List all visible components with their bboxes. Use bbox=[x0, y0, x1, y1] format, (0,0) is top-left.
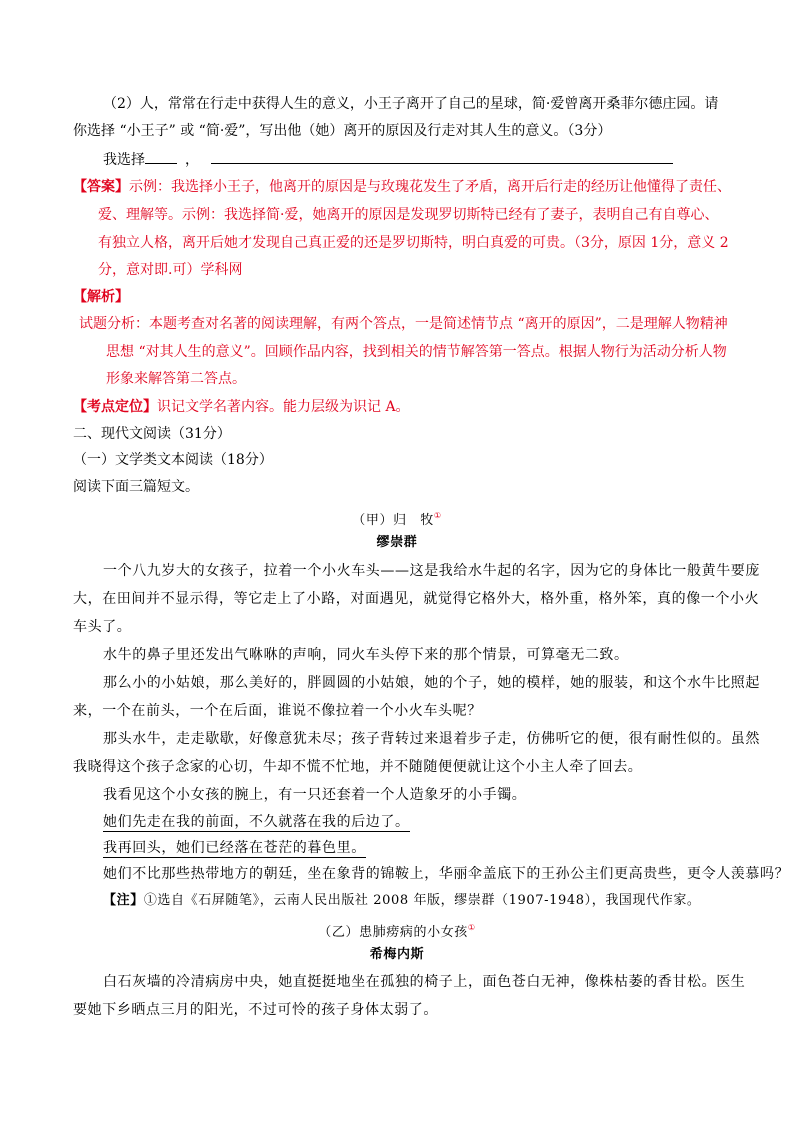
kaodian-line bbox=[73, 397, 410, 417]
passage-a-p2: 水牛的鼻子里还发出气咻咻的声响，同火车头停下来的那个情景，可算毫无二致。 bbox=[103, 647, 629, 663]
answer-line-1 bbox=[73, 177, 731, 197]
passage-b-title-text: （乙）患肺痨病的小女孩 bbox=[318, 925, 468, 940]
passage-a-p6 bbox=[103, 812, 410, 832]
answer-line-4: 分，意对即.可）学科网 bbox=[98, 262, 243, 278]
passage-a-p3-line-1: 那么小的小姑娘，那么美好的，胖圆圆的小姑娘，她的个子，她的模样，她的服装，和这个水牛比照起 bbox=[103, 675, 760, 691]
analysis-line-2: 思想 “对其人生的意义”。回顾作品内容，找到相关的情节解答第一答点。根据人物行为活动分析人物 bbox=[106, 344, 727, 360]
subsection-heading: （一）文学类文本阅读（18分） bbox=[73, 452, 273, 468]
passage-a-title-text: （甲）归 牧 bbox=[352, 513, 434, 528]
passage-b-footnote-marker: ① bbox=[467, 923, 476, 932]
passage-a-p3-line-2: 来，一个在前头，一个在后面，谁说不像拉着一个小火车头呢？ bbox=[73, 703, 482, 719]
choose-label: 我选择 bbox=[103, 152, 145, 168]
passage-a-p4-line-1: 那头水牛，走走歇歇，好像意犹未尽；孩子背转过来退着步子走，仿佛听它的便，很有耐性似的。虽然 bbox=[103, 731, 760, 747]
passage-a-p5: 我看见这个小女孩的腕上，有一只还套着一个人造象牙的小手镯。 bbox=[103, 787, 527, 803]
passage-a-p1-line-1: 一个八九岁大的女孩子，拉着一个小火车头——这是我给水牛起的名字，因为它的身体比一般黄牛要庞 bbox=[103, 563, 760, 579]
kaodian-tag: 【考点定位】 bbox=[73, 399, 157, 415]
answer-line-2: 爱、理解等。示例：我选择简·爱，她离开的原因是发现罗切斯特已经有了妻子，表明自己有自尊心、 bbox=[98, 207, 719, 223]
analysis-line-1: 试题分析：本题考查对名著的阅读理解，有两个答点，一是简述情节点 “离开的原因”，二是理解人物精神 bbox=[79, 316, 728, 332]
choice-blank[interactable] bbox=[145, 149, 177, 164]
note-text: ①选自《石屏随笔》，云南人民出版社 2008 年版，缪崇群（1907-1948），我国现代作家。 bbox=[143, 893, 701, 908]
question-2-line-1: （2）人，常常在行走中获得人生的意义，小王子离开了自己的星球，简·爱曾离开桑菲尔德庄园。请 bbox=[103, 96, 719, 112]
passage-a-p1-line-3: 车头了。 bbox=[73, 619, 132, 635]
answer-text-1: 示例：我选择小王子，他离开的原因是与玫瑰花发生了矛盾，离开后行走的经历让他懂得了责任、 bbox=[129, 179, 731, 195]
passage-a-footnote-marker: ① bbox=[433, 511, 442, 520]
answer-line-3: 有独立人格，离开后她才发现自己真正爱的还是罗切斯特，明白真爱的可贵。（3分，原因 1分，意义 2 bbox=[98, 235, 729, 251]
passage-b-p1-line-2: 要她下乡晒点三月的阳光，不过可怜的孩子身体太弱了。 bbox=[73, 1002, 438, 1018]
passage-a-p4-line-2: 我晓得这个孩子念家的心切，牛却不慌不忙地，并不随随便便就让这个小主人牵了回去。 bbox=[73, 759, 643, 775]
passage-a-p7 bbox=[103, 838, 366, 858]
analysis-tag: 【解析】 bbox=[73, 289, 129, 305]
passage-b-p1-line-1: 白石灰墙的冷清病房中央，她直挺挺地坐在孤独的椅子上，面色苍白无神，像株枯萎的香甘松。医生 bbox=[103, 974, 746, 990]
passage-a-p8: 她们不比那些热带地方的朝廷，坐在象背的锦鞍上，华丽伞盖底下的王孙公主们更高贵些，更令人羡慕吗？ bbox=[103, 866, 790, 882]
reading-intro: 阅读下面三篇短文。 bbox=[73, 479, 199, 495]
note-tag: 【注】 bbox=[103, 893, 144, 908]
passage-a-title bbox=[0, 506, 794, 531]
analysis-line-3: 形象来解答第二答点。 bbox=[106, 371, 246, 387]
passage-a-p1-line-2: 大，在田间并不显示得，等它走上了小路，对面遇见，就觉得它格外大，格外重，格外笨，真的像一个小火 bbox=[73, 591, 760, 607]
kaodian-text: 识记文学名著内容。能力层级为识记 A。 bbox=[157, 399, 410, 415]
choice-comma: ， bbox=[185, 152, 199, 168]
choice-line bbox=[103, 149, 673, 170]
passage-a-p7-underlined: 我再回头，她们已经落在苍茫的暮色里。 bbox=[103, 840, 366, 856]
passage-a-p6-underlined: 她们先走在我的前面，不久就落在我的后边了。 bbox=[103, 814, 410, 830]
passage-b-title bbox=[0, 918, 794, 943]
section-heading: 二、现代文阅读（31分） bbox=[73, 426, 231, 442]
passage-a-author: 缪崇群 bbox=[376, 535, 418, 550]
answer-tag: 【答案】 bbox=[73, 179, 129, 195]
question-2-line-2: 你选择 “小王子” 或 “简·爱”，写出他（她）离开的原因及行走对其人生的意义。（3分） bbox=[73, 123, 612, 139]
passage-a-note bbox=[103, 891, 701, 911]
reason-blank[interactable] bbox=[211, 149, 673, 164]
passage-b-author: 希梅内斯 bbox=[369, 947, 425, 962]
